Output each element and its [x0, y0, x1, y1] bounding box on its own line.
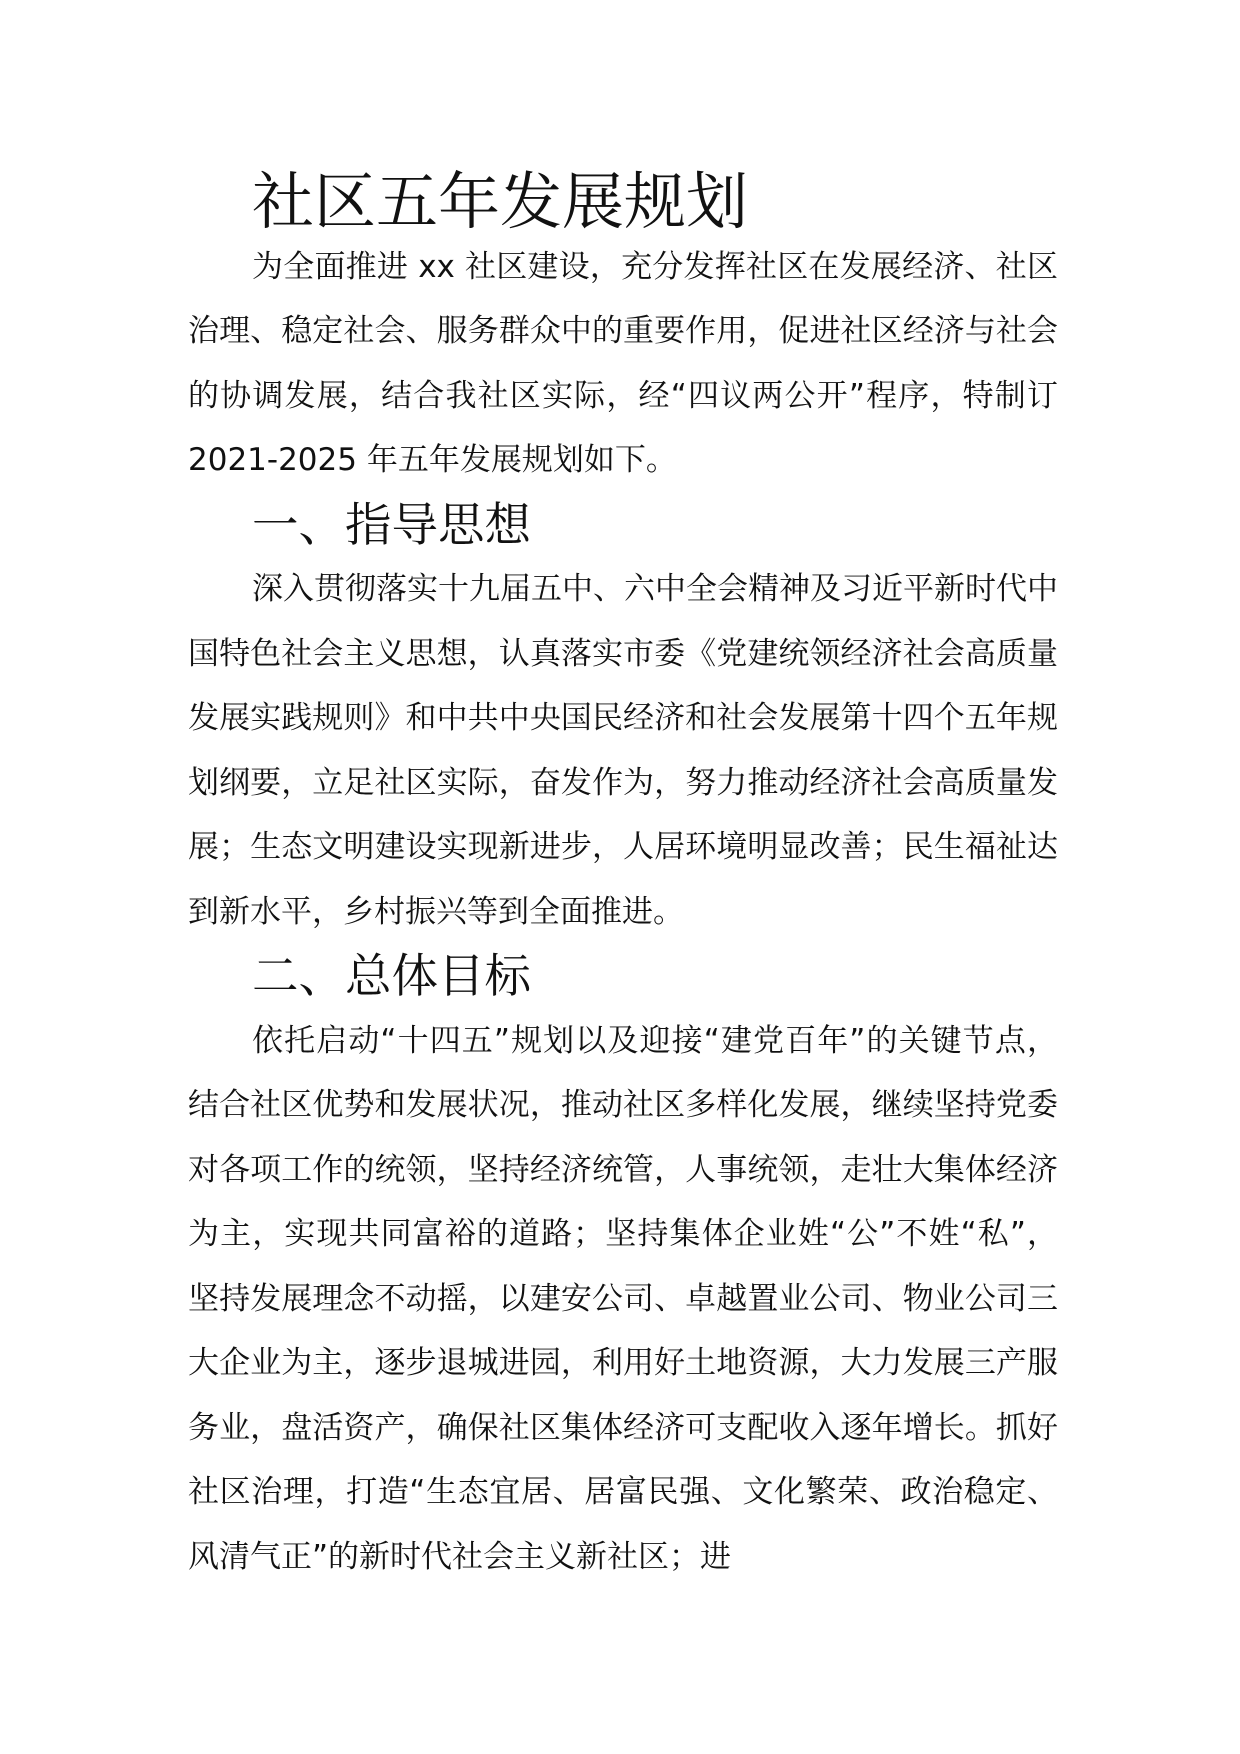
- intro-paragraph: 为全面推进 xx 社区建设，充分发挥社区在发展经济、社区治理、稳定社会、服务群众中的重要作用，促进社区经济与社会的协调发展，结合我社区实际，经“四议两公开”程序，特制订 2021-2025 年五年发展规划如下。: [188, 248, 1058, 478]
- section-heading-overall-goals: 二、总体目标: [252, 949, 531, 1003]
- document-page: [188, 165, 1058, 1589]
- section-body-overall-goals: 依托启动“十四五”规划以及迎接“建党百年”的关键节点，结合社区优势和发展状况，推动社区多样化发展，继续坚持党委对各项工作的统领，坚持经济统管，人事统领，走壮大集体经济为主，实现共同富裕的道路；坚持集体企业姓“公”不姓“私”，坚持发展理念不动摇，以建安公司、卓越置业公司、物业公司三大企业为主，逐步退城进园，利用好土地资源，大力发展三产服务业，盘活资产，确保社区集体经济可支配收入逐年增长。抓好社区治理，打造“生态宜居、居富民强、文化繁荣、政治稳定、风清气正”的新时代社会主义新社区；进: [188, 1022, 1058, 1575]
- section-heading-guiding-ideology: 一、指导思想: [252, 497, 531, 552]
- document-title: 社区五年发展规划: [252, 165, 749, 238]
- section-body-guiding-ideology: 深入贯彻落实十九届五中、六中全会精神及习近平新时代中国特色社会主义思想，认真落实市委《党建统领经济社会高质量发展实践规则》和中共中央国民经济和社会发展第十四个五年规划纲要，立足社区实际，奋发作为，努力推动经济社会高质量发展；生态文明建设实现新进步，人居环境明显改善；民生福祉达到新水平，乡村振兴等到全面推进。: [188, 571, 1058, 930]
